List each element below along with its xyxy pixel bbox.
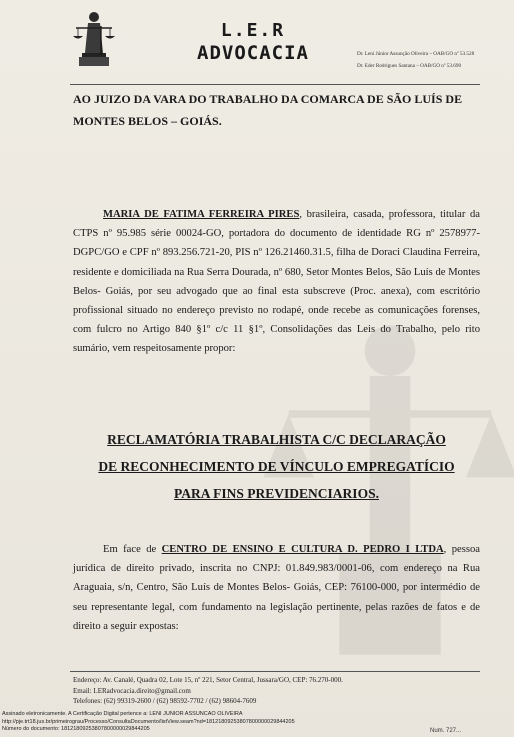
footer-address: Endereço: Av. Canalé, Quadra 02, Lote 15, nº 221, Setor Central, Jussara/GO, CEP: 76.270-000. [73,676,343,684]
petition-title-line2: DE RECONHECIMENTO DE VÍNCULO EMPREGATÍCIO [98,459,455,474]
page-number: Num. 727... [430,728,462,734]
footer-divider [70,671,480,672]
firm-name-line2: ADVOCACIA [197,42,309,64]
lawyers-list [357,48,474,72]
defendant-company: CENTRO DE ENSINO E CULTURA D. PEDRO I LTDA [161,544,444,555]
petition-title-line3: PARA FINS PREVIDENCIARIOS. [174,486,379,501]
plaintiff-name: MARIA DE FATIMA FERREIRA PIRES [103,209,300,220]
signature-url[interactable]: http://pje.trt18.jus.br/primeirograu/Processo/ConsultaDocumento/listView.seam?nd=18121809253807800000029844205 [2,718,295,725]
petition-title-line1: RECLAMATÓRIA TRABALHISTA C/C DECLARAÇÃO [107,432,446,447]
footer-phones: Telefones: (62) 99319-2600 / (62) 98592-7702 / (62) 98604-7609 [73,697,257,705]
defendant-text: , pessoa jurídica de direito privado, inscrita no CNPJ: 01.849.983/0001-06, com endereço na Rua Araguaia, s/n, Centro, São Luís de Montes Belos- Goiás, CEP: 76100-000, por intermédio de seu representante legal, com fundamento na legislação pertinente, pelas razões de fatos e de direito a seguir expostas: [73,544,480,632]
defendant-paragraph [73,540,480,636]
firm-name-line1: L.E.R [220,20,286,41]
lawyer-2: Dr. Eder Rodrigues Santana – OAB/GO nº 53.690 [357,63,462,69]
firm-name [178,20,328,64]
digital-signature-stamp [2,711,422,734]
defendant-prefix: Em face de [103,544,162,555]
justice-statue-logo [70,8,118,68]
lawyer-1: Dr. Leni Júnior Assunção Oliveira – OAB/GO nº 53.528 [357,51,475,57]
header-divider [70,84,480,85]
signature-line1: Assinado eletronicamente. A Certificação Digital pertence a: LENI JUNIOR ASSUNCAO OLIVEIRA [2,711,243,717]
signature-doc-number: Número do documento: 18121809253807800000029844205 [2,726,150,732]
court-address-block: AO JUIZO DA VARA DO TRABALHO DA COMARCA DE SÃO LUÍS DE MONTES BELOS – GOIÁS. [73,92,463,128]
footer [73,675,483,707]
plaintiff-text: , brasileira, casada, professora, titular da CTPS nº 95.985 série 00024-GO, portadora do documento de identidade RG nº 2578977- DGPC/GO e CPF nº 893.256.721-20, PIS nº 126.21460.31.5, filha de Doraci Claudina Ferreira, residente e domiciliada na Rua Serra Dourada, nº 680, Setor Montes Belos, São Luís de Montes Belos- Goiás, por seu advogado que ao final esta subscreve (Proc. anexa), com escritório profissional situado no endereço previsto no rodapé, onde recebe as comunicações forenses, com fulcro no Artigo 840 §1º c/c 11 §1º, Consolidações das Leis do Trabalho, pelo rito sumário, vem respeitosamente propor: [73,209,480,355]
petition-title [73,426,480,507]
footer-email: Email: LERadvocacia.direito@gmail.com [73,686,191,695]
plaintiff-paragraph [73,205,480,359]
